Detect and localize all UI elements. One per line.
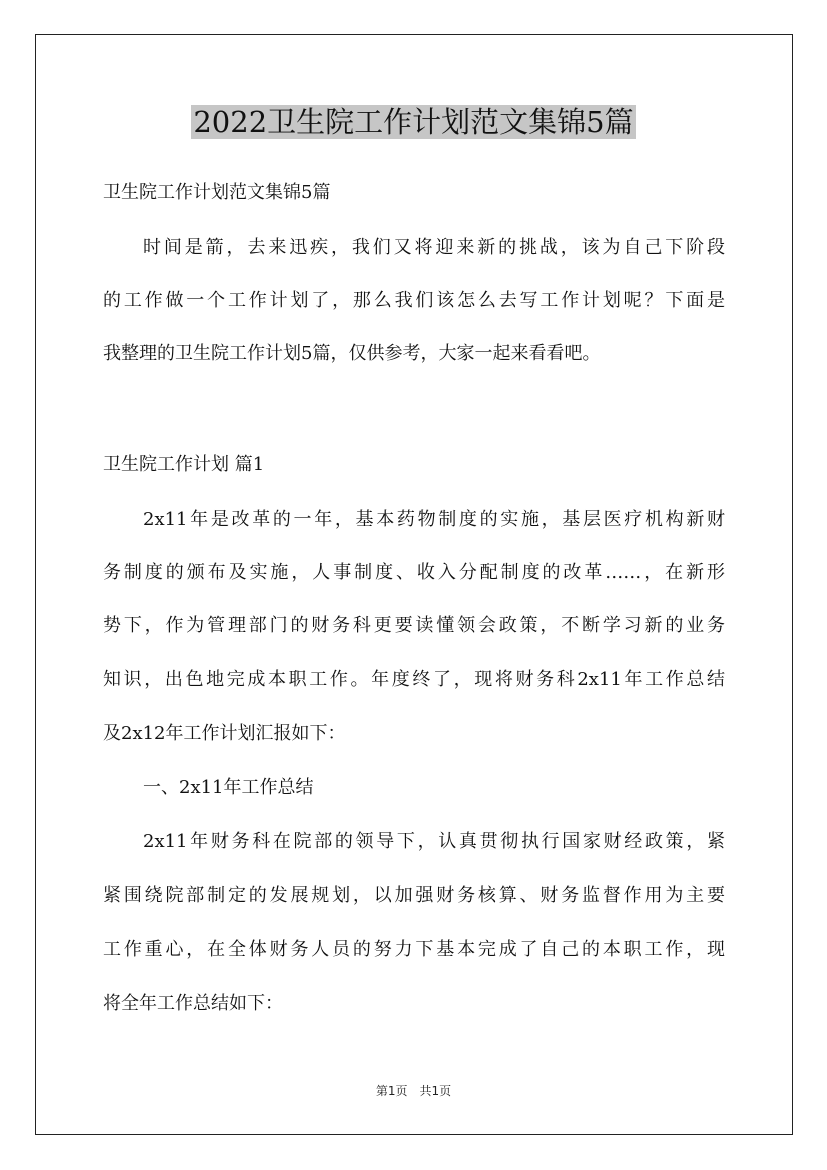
subheading: 一、2x11年工作总结 bbox=[143, 777, 314, 798]
intro-line: 的工作做一个工作计划了，那么我们该怎么去写工作计划呢？下面是 bbox=[103, 290, 725, 311]
paragraph-line: 2x11年是改革的一年，基本药物制度的实施，基层医疗机构新财 bbox=[143, 509, 725, 530]
intro-line: 时间是箭，去来迅疾，我们又将迎来新的挑战，该为自己下阶段 bbox=[143, 237, 725, 258]
paragraph-line: 及2x12年工作计划汇报如下： bbox=[103, 723, 346, 744]
paragraph-line: 工作重心，在全体财务人员的努力下基本完成了自己的本职工作，现 bbox=[103, 939, 725, 960]
paragraph-line: 势下，作为管理部门的财务科更要读懂领会政策，不断学习新的业务 bbox=[103, 615, 725, 636]
paragraph-line: 紧围绕院部制定的发展规划，以加强财务核算、财务监督作用为主要 bbox=[103, 885, 725, 906]
paragraph-line: 务制度的颁布及实施，人事制度、收入分配制度的改革……，在新形 bbox=[103, 562, 725, 583]
paragraph-line: 2x11年财务科在院部的领导下，认真贯彻执行国家财经政策，紧 bbox=[143, 831, 725, 852]
document-subtitle: 卫生院工作计划范文集锦5篇 bbox=[103, 182, 331, 203]
paragraph-line: 将全年工作总结如下： bbox=[103, 993, 283, 1014]
page-footer: 第1页 共1页 bbox=[375, 1084, 452, 1098]
paragraph-line: 知识，出色地完成本职工作。年度终了，现将财务科2x11年工作总结 bbox=[103, 669, 725, 690]
intro-line: 我整理的卫生院工作计划5篇，仅供参考，大家一起来看看吧。 bbox=[103, 343, 601, 364]
section-heading: 卫生院工作计划 篇1 bbox=[103, 454, 265, 475]
document-title-text: 2022卫生院工作计划范文集锦5篇 bbox=[193, 105, 634, 139]
document-title bbox=[0, 100, 827, 144]
